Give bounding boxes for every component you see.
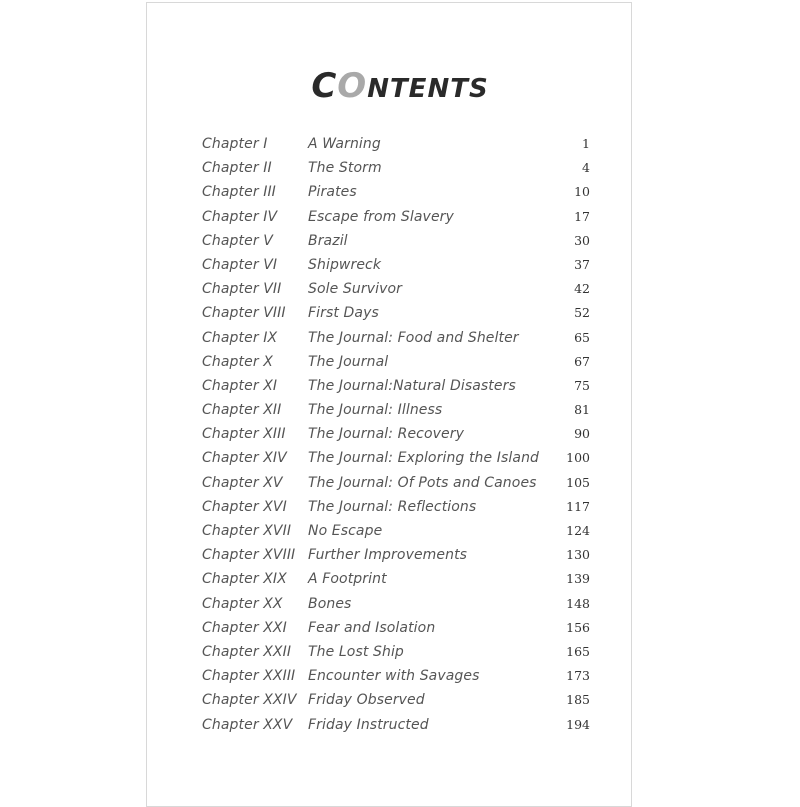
toc-row [202, 350, 592, 374]
page-number: 30 [574, 232, 590, 248]
page-number: 4 [582, 160, 590, 176]
toc-row [202, 374, 592, 398]
chapter-number: Chapter XVI [202, 498, 287, 515]
chapter-title: The Journal: Of Pots and Canoes [308, 474, 537, 491]
page-number: 17 [574, 208, 590, 224]
chapter-number: Chapter VI [202, 256, 278, 273]
chapter-number: Chapter III [202, 184, 276, 201]
toc-row [202, 664, 592, 688]
toc-row [202, 132, 592, 156]
toc-row [202, 156, 592, 180]
page-title [0, 66, 800, 106]
chapter-number: Chapter X [202, 353, 273, 370]
chapter-number: Chapter XX [202, 595, 283, 612]
chapter-title: First Days [308, 305, 379, 322]
page-number: 37 [574, 256, 590, 272]
chapter-number: Chapter XV [202, 474, 283, 491]
chapter-number: Chapter XIX [202, 571, 287, 588]
page-number: 1 [582, 136, 590, 151]
chapter-title: Friday Instructed [308, 716, 429, 733]
chapter-number: Chapter II [202, 160, 272, 177]
toc-row [202, 422, 592, 446]
chapter-title: Escape from Slavery [308, 208, 454, 225]
page-number: 130 [566, 547, 590, 563]
chapter-title: Fear and Isolation [308, 619, 436, 636]
page-number: 148 [566, 595, 590, 611]
chapter-number: Chapter XVIII [202, 547, 296, 564]
toc-row [202, 446, 592, 470]
title-first-letter: C [311, 66, 338, 106]
toc-row [202, 616, 592, 640]
chapter-number: Chapter IX [202, 329, 278, 346]
toc-row [202, 543, 592, 567]
toc-row [202, 229, 592, 253]
title-rest: NTENTS [367, 74, 489, 104]
chapter-number: Chapter XXV [202, 716, 293, 733]
toc-row [202, 326, 592, 350]
page-number: 52 [574, 305, 590, 321]
chapter-title: The Journal: Reflections [308, 498, 477, 515]
chapter-title: The Storm [308, 160, 382, 177]
chapter-title: The Journal [308, 353, 389, 370]
page-number: 65 [574, 329, 590, 345]
chapter-title: Bones [308, 595, 352, 612]
table-of-contents [202, 132, 592, 737]
page-number: 194 [566, 716, 590, 732]
chapter-number: Chapter XXII [202, 643, 292, 660]
toc-row [202, 495, 592, 519]
chapter-title: No Escape [308, 523, 383, 539]
page-number: 100 [566, 450, 590, 466]
chapter-title: Pirates [308, 184, 357, 201]
page-number: 67 [574, 353, 590, 369]
page-number: 10 [574, 184, 590, 200]
page-number: 81 [574, 402, 590, 418]
chapter-number: Chapter IV [202, 208, 278, 225]
chapter-number: Chapter VII [202, 281, 282, 298]
chapter-number: Chapter V [202, 232, 273, 249]
page-number: 156 [566, 619, 590, 635]
chapter-title: The Journal: Recovery [308, 426, 464, 443]
chapter-number: Chapter XIII [202, 426, 286, 443]
page-number: 117 [566, 498, 590, 514]
page-number: 173 [566, 668, 590, 684]
toc-row [202, 471, 592, 495]
chapter-number: Chapter XVII [202, 523, 292, 539]
toc-row [202, 301, 592, 325]
toc-row [202, 277, 592, 301]
page-number: 105 [566, 474, 590, 490]
toc-row [202, 567, 592, 591]
chapter-number: Chapter XII [202, 402, 282, 419]
toc-row [202, 519, 592, 543]
chapter-number: Chapter I [202, 136, 268, 152]
toc-row [202, 592, 592, 616]
toc-row [202, 640, 592, 664]
chapter-title: Encounter with Savages [308, 668, 480, 685]
chapter-title: The Journal:Natural Disasters [308, 377, 516, 394]
toc-row [202, 253, 592, 277]
chapter-title: The Journal: Exploring the Island [308, 450, 540, 467]
chapter-title: The Journal: Illness [308, 402, 443, 419]
page-number: 185 [566, 692, 590, 708]
page-number: 75 [574, 377, 590, 393]
toc-row [202, 398, 592, 422]
chapter-number: Chapter XXIV [202, 692, 297, 709]
page-number: 124 [566, 523, 590, 538]
chapter-title: Shipwreck [308, 256, 382, 273]
chapter-number: Chapter XIV [202, 450, 287, 467]
page-number: 90 [574, 426, 590, 442]
page-number: 165 [566, 643, 590, 659]
chapter-title: The Lost Ship [308, 643, 404, 660]
page-number: 139 [566, 571, 590, 587]
chapter-number: Chapter VIII [202, 305, 286, 322]
title-accent-letter: O [337, 66, 368, 106]
page-number: 42 [574, 281, 590, 297]
chapter-title: The Journal: Food and Shelter [308, 329, 519, 346]
chapter-title: Friday Observed [308, 692, 425, 709]
chapter-number: Chapter XXIII [202, 668, 296, 685]
chapter-title: A Footprint [308, 571, 387, 588]
toc-row [202, 205, 592, 229]
chapter-title: Further Improvements [308, 547, 468, 564]
chapter-title: Sole Survivor [308, 281, 403, 298]
chapter-title: A Warning [308, 136, 381, 152]
chapter-title: Brazil [308, 232, 348, 249]
chapter-number: Chapter XXI [202, 619, 287, 636]
chapter-number: Chapter XI [202, 377, 278, 394]
toc-row [202, 180, 592, 204]
toc-row [202, 688, 592, 712]
toc-row [202, 713, 592, 737]
